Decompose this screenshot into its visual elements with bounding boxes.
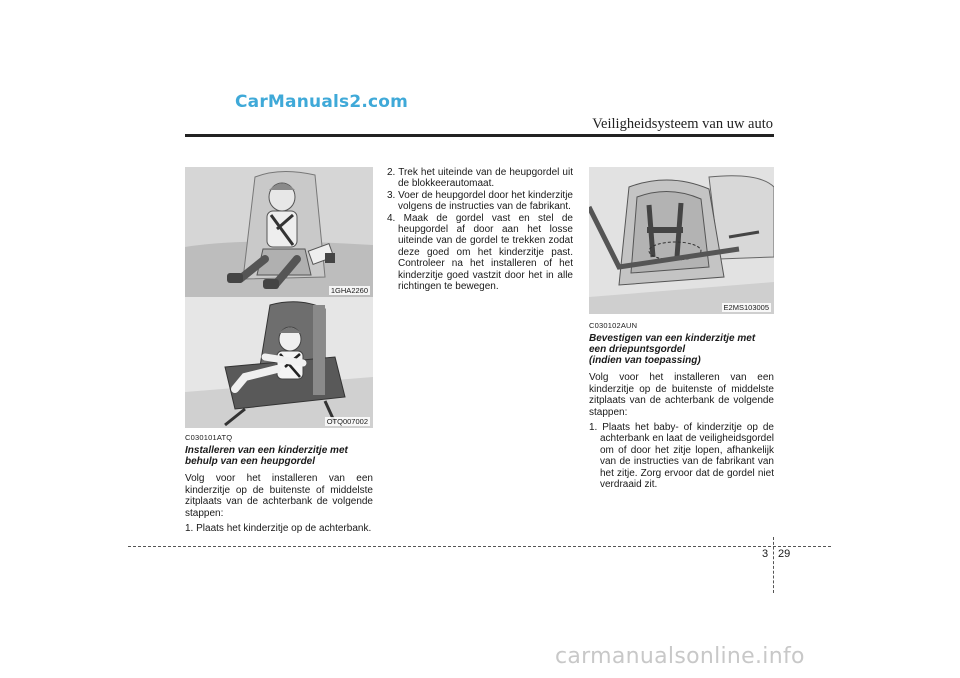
section-code: C030102AUN: [589, 321, 638, 330]
intro-paragraph: Volg voor het installeren van een kinderzitje op de buitenste of middelste zitplaats van de achterbank de volgende stappen:: [589, 372, 774, 418]
subheading-line: (indien van toepassing): [589, 355, 701, 367]
step-1: 1. Plaats het kinderzitje op de achterbank.: [185, 523, 372, 535]
steps-list: [387, 167, 573, 292]
section-subheading: [589, 333, 774, 366]
figure-code: 1GHA2260: [330, 286, 368, 295]
step-2: 2. Trek het uiteinde van de heupgordel uit de blokkeerautomaat.: [387, 167, 573, 190]
page-number: 29: [778, 548, 791, 560]
steps-list: [589, 422, 774, 490]
figure-code: OTQ007002: [326, 417, 368, 426]
header-rule: [185, 134, 774, 137]
page-number-divider: [773, 537, 774, 593]
left-column: [185, 432, 373, 534]
figure-code: E2MS103005: [723, 303, 769, 312]
step-4: 4. Maak de gordel vast en stel de heupgordel af door aan het losse uiteinde van de gordel te trekken zodat deze goed om het kinderzitje past. Controleer na het installeren of het kinderzitje goed vastzit door het in alle richtingen te bewegen.: [387, 212, 573, 293]
right-column: [589, 320, 774, 490]
section-title: Veiligheidsysteem van uw auto: [592, 116, 773, 132]
step-3: 3. Voer de heupgordel door het kinderzitje volgens de instructies van de fabrikant.: [387, 189, 573, 213]
section-code: C030101ATQ: [185, 433, 233, 442]
chapter-number: 3: [762, 548, 769, 560]
middle-column: [387, 167, 573, 292]
subheading-line: Installeren van een kinderzitje met: [185, 445, 348, 457]
figure-three-point-belt: [589, 167, 774, 314]
subheading-line: behulp van een heupgordel: [185, 456, 316, 468]
figure-child-seat: [185, 297, 373, 428]
subheading-line: Bevestigen van een kinderzitje met: [589, 333, 756, 345]
three-point-belt-illustration: [589, 167, 774, 314]
booster-seat-illustration: [185, 167, 373, 297]
figure-booster-seat: [185, 167, 373, 297]
watermark-logo-top[interactable]: CarManuals2.com: [235, 92, 409, 112]
intro-paragraph: Volg voor het installeren van een kinderzitje op de buitenste of middelste zitplaats van de achterbank de volgende stappen:: [185, 473, 373, 519]
footer-rule: [128, 546, 831, 547]
child-seat-illustration: [185, 297, 373, 428]
section-subheading: [185, 445, 373, 467]
step-1: 1. Plaats het baby- of kinderzitje op de achterbank en laat de veiligheidsgordel om of door het zitje lopen, afhankelijk van de instructies van de fabrikant van het zitje. Zorg ervoor dat de gordel niet verdraaid zit.: [589, 422, 774, 491]
subheading-line: een driepuntsgordel: [589, 344, 686, 356]
watermark-bottom[interactable]: carmanualsonline.info: [555, 644, 805, 669]
